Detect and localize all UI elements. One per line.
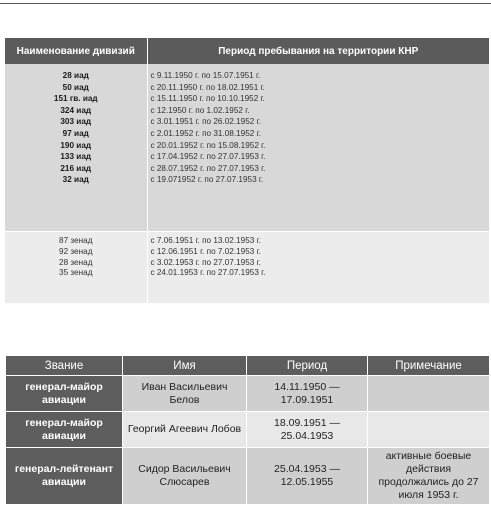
division-period: с 2.01.1952 г. по 31.08.1952 г. — [150, 128, 261, 138]
division-name: 303 иад — [60, 117, 92, 127]
division-name: 151 гв. иад — [53, 94, 98, 104]
table-row — [6, 412, 490, 448]
division-period: с 15.11.1950 г. по 10.10.1952 г. — [150, 94, 265, 104]
division-name: 87 зенад — [59, 236, 93, 245]
commanders-table — [5, 355, 490, 505]
note-cell — [368, 412, 490, 448]
division-period: с 24.01.1953 г. по 27.07.1953 г. — [150, 268, 266, 278]
division-name: 97 иад — [62, 128, 89, 138]
division-period: с 20.01.1952 г. по 15.08.1952 г. — [150, 140, 266, 150]
name-cell: Георгий Агеевич Лобов — [123, 412, 247, 448]
period-cell: 14.11.1950 — 17.09.1951 — [247, 376, 368, 412]
period-cell: 18.09.1951 — 25.04.1953 — [247, 412, 368, 448]
header-name: Имя — [123, 356, 247, 376]
aa-division-periods — [147, 232, 489, 304]
rank-cell: генерал-лейтенант авиации — [6, 448, 123, 505]
table-row — [6, 448, 490, 505]
divisions-table — [5, 38, 489, 303]
division-name: 190 иад — [60, 140, 92, 150]
note-cell — [368, 376, 490, 412]
header-note: Примечание — [368, 356, 490, 376]
division-period: с 20.11.1950 г. по 18.02.1951 г. — [150, 82, 265, 92]
fighter-divisions-group — [5, 64, 489, 232]
name-cell: Сидор Васильевич Слюсарев — [123, 448, 247, 505]
period-cell: 25.04.1953 — 12.05.1955 — [247, 448, 368, 505]
header-stay-period: Период пребывания на территории КНР — [147, 38, 489, 64]
division-name: 324 иад — [60, 105, 92, 115]
note-cell: активные боевые действия продолжались до 27 июля 1953 г. — [368, 448, 490, 505]
header-period: Период — [247, 356, 368, 376]
fighter-division-periods — [147, 64, 489, 232]
aa-divisions-group — [5, 232, 489, 304]
division-period: с 9.11.1950 г. по 15.07.1951 г. — [150, 71, 261, 80]
division-period: с 17.04.1952 г. по 27.07.1953 г. — [150, 152, 266, 162]
header-rank: Звание — [6, 356, 123, 376]
division-period: с 3.02.1953 г. по 27.07.1953 г. — [150, 257, 261, 267]
division-name: 133 иад — [60, 152, 92, 162]
division-period: с 7.06.1951 г. по 13.02.1953 г. — [150, 236, 261, 245]
division-period: с 12.1950 г. по 1.02.1952 г. — [150, 105, 250, 115]
header-division-name: Наименование дивизий — [5, 38, 147, 64]
table-row — [6, 376, 490, 412]
division-name: 216 иад — [60, 163, 92, 173]
fighter-division-names — [5, 64, 147, 232]
division-name: 28 иад — [62, 71, 89, 80]
rank-cell: генерал-майор авиации — [6, 376, 123, 412]
division-period: с 28.07.1952 г. по 27.07.1953 г. — [150, 163, 266, 173]
division-name: 28 зенад — [59, 257, 93, 267]
division-name: 92 зенад — [59, 246, 93, 256]
aa-division-names — [5, 232, 147, 304]
division-name: 35 зенад — [59, 268, 93, 278]
division-period: с 3.01.1951 г. по 26.02.1952 г. — [150, 117, 261, 127]
rank-cell: генерал-майор авиации — [6, 412, 123, 448]
division-name: 50 иад — [62, 82, 89, 92]
top-divider — [0, 3, 491, 4]
division-period: с 12.06.1951 г. по 7.02.1953 г. — [150, 246, 261, 256]
name-cell: Иван Васильевич Белов — [123, 376, 247, 412]
division-name: 32 иад — [62, 175, 89, 185]
division-period: с 19.071952 г. по 27.07.1953 г. — [150, 175, 264, 185]
